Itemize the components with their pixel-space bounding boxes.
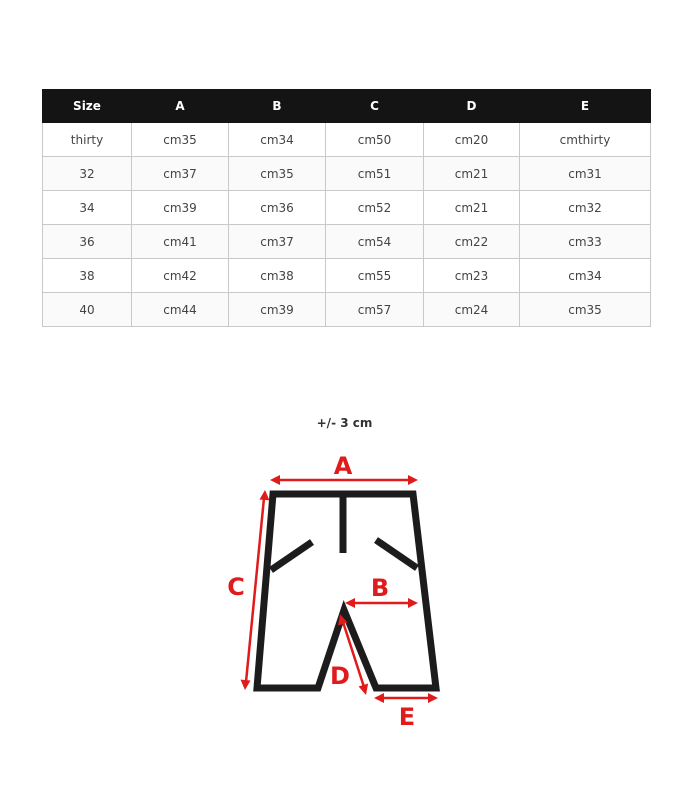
table-cell: 36 bbox=[43, 225, 132, 259]
shorts-outline-icon bbox=[257, 494, 436, 688]
table-cell: cmthirty bbox=[520, 123, 651, 157]
table-cell: cm52 bbox=[326, 191, 424, 225]
table-cell: cm32 bbox=[520, 191, 651, 225]
table-cell: cm34 bbox=[229, 123, 326, 157]
table-cell: cm33 bbox=[520, 225, 651, 259]
tolerance-note: +/- 3 cm bbox=[316, 416, 373, 430]
table-cell: cm31 bbox=[520, 157, 651, 191]
label-a: A bbox=[333, 452, 353, 480]
table-cell: cm35 bbox=[520, 293, 651, 327]
table-cell: 34 bbox=[43, 191, 132, 225]
label-c: C bbox=[227, 573, 245, 601]
table-cell: thirty bbox=[43, 123, 132, 157]
table-cell: cm41 bbox=[132, 225, 229, 259]
table-cell: cm54 bbox=[326, 225, 424, 259]
label-d: D bbox=[330, 662, 350, 690]
table-cell: cm57 bbox=[326, 293, 424, 327]
table-cell: cm21 bbox=[424, 157, 520, 191]
header-b: B bbox=[229, 90, 326, 123]
table-cell: 32 bbox=[43, 157, 132, 191]
label-b: B bbox=[370, 574, 390, 602]
table-cell: cm23 bbox=[424, 259, 520, 293]
table-cell: cm38 bbox=[229, 259, 326, 293]
header-size: Size bbox=[43, 90, 132, 123]
measure-arrow-e bbox=[374, 693, 438, 703]
table-cell: cm55 bbox=[326, 259, 424, 293]
table-cell: cm44 bbox=[132, 293, 229, 327]
label-e: E bbox=[398, 703, 416, 731]
table-cell: cm37 bbox=[229, 225, 326, 259]
header-a: A bbox=[132, 90, 229, 123]
table-cell: cm42 bbox=[132, 259, 229, 293]
header-d: D bbox=[424, 90, 520, 123]
table-cell: cm37 bbox=[132, 157, 229, 191]
table-cell: 40 bbox=[43, 293, 132, 327]
table-cell: cm35 bbox=[132, 123, 229, 157]
table-cell: cm39 bbox=[132, 191, 229, 225]
table-cell: cm20 bbox=[424, 123, 520, 157]
table-cell: cm51 bbox=[326, 157, 424, 191]
header-c: C bbox=[326, 90, 424, 123]
table-cell: cm39 bbox=[229, 293, 326, 327]
table-cell: cm24 bbox=[424, 293, 520, 327]
table-cell: cm36 bbox=[229, 191, 326, 225]
table-cell: cm22 bbox=[424, 225, 520, 259]
header-e: E bbox=[520, 90, 651, 123]
table-cell: cm35 bbox=[229, 157, 326, 191]
table-cell: cm50 bbox=[326, 123, 424, 157]
table-cell: cm34 bbox=[520, 259, 651, 293]
table-cell: 38 bbox=[43, 259, 132, 293]
table-cell: cm21 bbox=[424, 191, 520, 225]
